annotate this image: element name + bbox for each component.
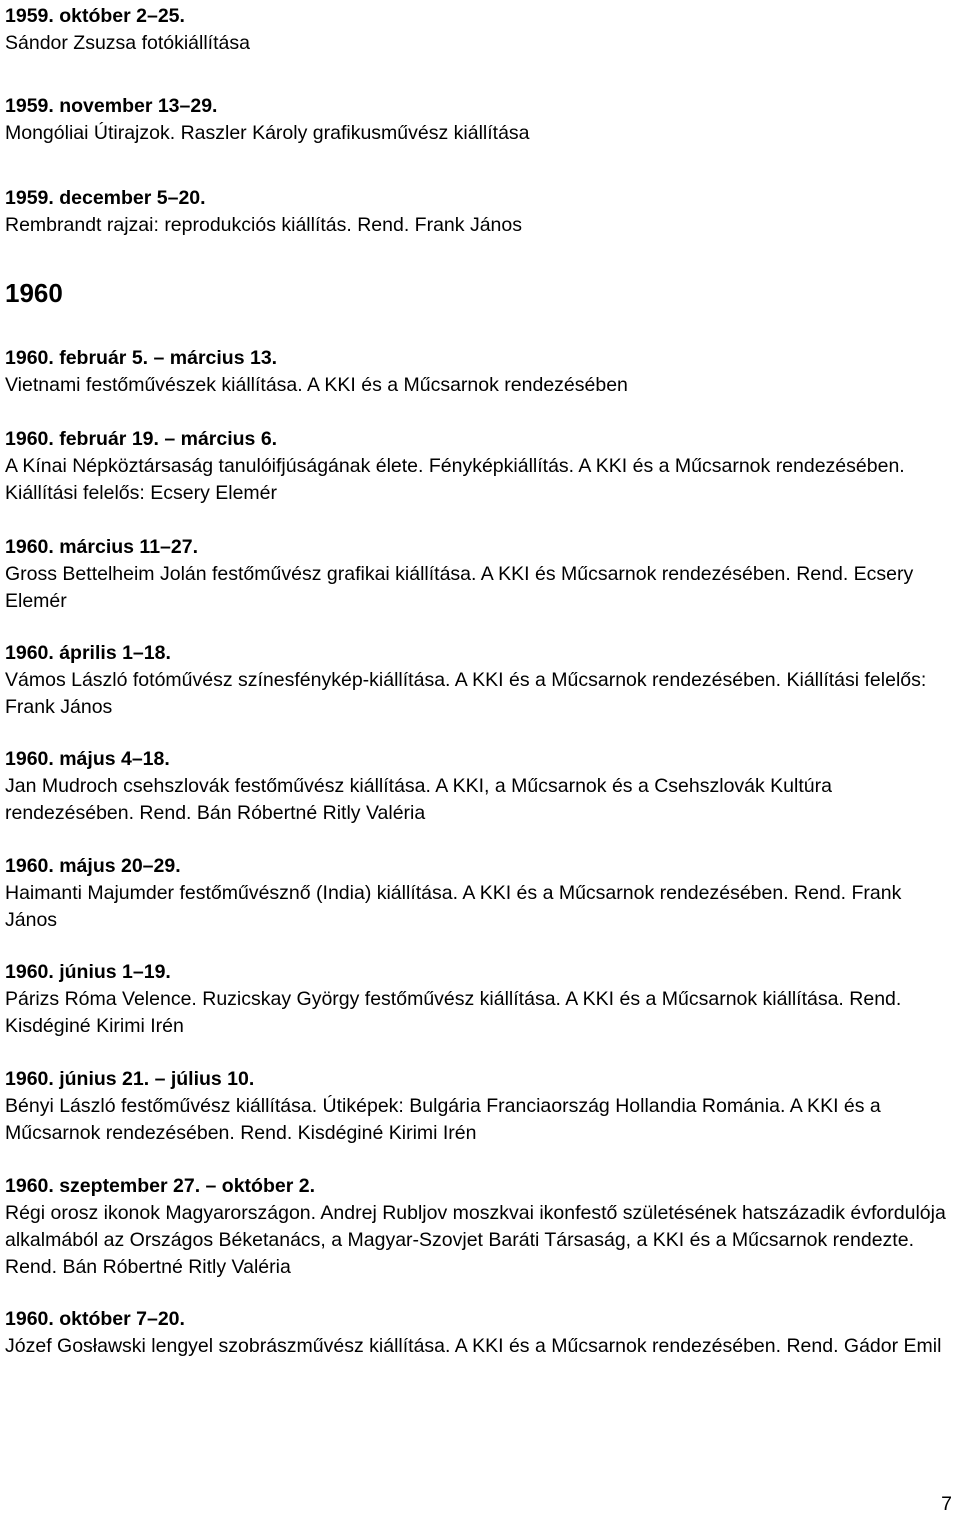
entry-date: 1960. október 7–20.	[5, 1308, 185, 1330]
entry-1960-mar	[5, 534, 957, 615]
entry-1960-jun-21	[5, 1066, 957, 1147]
entry-description: Régi orosz ikonok Magyarországon. Andrej Rubljov moszkvai ikonfestő születésének hatszázadik évfordulója alkalmából az Országos Béketanács, a Magyar-Szovjet Baráti Társaság, a KKI és a Műcsarnok rendezte. Rend. Bán Róbertné Ritly Valéria	[5, 1202, 946, 1278]
entry-date: 1959. október 2–25.	[5, 5, 185, 27]
entry-description: Bényi László festőművész kiállítása. Útiképek: Bulgária Franciaország Hollandia Románia. A KKI és a Műcsarnok rendezésében. Rend. Kisdéginé Kirimi Irén	[5, 1095, 881, 1144]
entry-description: Haimanti Majumder festőművésznő (India) kiállítása. A KKI és a Műcsarnok rendezésében. Rend. Frank János	[5, 882, 902, 931]
entry-date: 1960. február 5. – március 13.	[5, 347, 278, 369]
entry-date: 1960. május 4–18.	[5, 748, 170, 770]
entry-1960-sep	[5, 1173, 957, 1281]
entry-date: 1960. február 19. – március 6.	[5, 428, 278, 450]
entry-date: 1960. március 11–27.	[5, 536, 198, 558]
entry-1960-oct	[5, 1306, 957, 1360]
entry-1960-apr	[5, 640, 957, 721]
entry-date: 1960. május 20–29.	[5, 855, 181, 877]
entry-date: 1960. június 21. – július 10.	[5, 1068, 255, 1090]
entry-1959-dec	[5, 185, 957, 239]
entry-description: Vámos László fotóművész színesfénykép-kiállítása. A KKI és a Műcsarnok rendezésében. Kiállítási felelős: Frank János	[5, 669, 927, 718]
entry-date: 1959. december 5–20.	[5, 187, 206, 209]
entry-1960-feb-mar-6	[5, 426, 957, 507]
entry-date: 1960. június 1–19.	[5, 961, 171, 983]
entry-1959-oct	[5, 3, 957, 57]
entry-description: Gross Bettelheim Jolán festőművész grafikai kiállítása. A KKI és Műcsarnok rendezésében. Rend. Ecsery Elemér	[5, 563, 914, 612]
entry-description: Józef Gosławski lengyel szobrászművész kiállítása. A KKI és a Műcsarnok rendezésében. Rend. Gádor Emil	[5, 1335, 942, 1357]
entry-description: Párizs Róma Velence. Ruzicskay György festőművész kiállítása. A KKI és a Műcsarnok kiállítása. Rend. Kisdéginé Kirimi Irén	[5, 988, 902, 1037]
entry-1960-jun-1	[5, 959, 957, 1040]
entry-description: Jan Mudroch csehszlovák festőművész kiállítása. A KKI, a Műcsarnok és a Csehszlovák Kultúra rendezésében. Rend. Bán Róbertné Ritly Valéria	[5, 775, 832, 824]
entry-description: Vietnami festőművészek kiállítása. A KKI és a Műcsarnok rendezésében	[5, 374, 628, 396]
entry-description: A Kínai Népköztársaság tanulóifjúságának élete. Fényképkiállítás. A KKI és a Műcsarnok rendezésében. Kiállítási felelős: Ecsery Elemér	[5, 455, 905, 504]
entry-date: 1959. november 13–29.	[5, 95, 218, 117]
entry-1959-nov	[5, 93, 957, 147]
entry-date: 1960. április 1–18.	[5, 642, 171, 664]
entry-date: 1960. szeptember 27. – október 2.	[5, 1175, 315, 1197]
page-number: 7	[941, 1493, 952, 1515]
entry-1960-may-20	[5, 853, 957, 934]
entry-description: Mongóliai Útirajzok. Raszler Károly grafikusművész kiállítása	[5, 122, 530, 144]
year-heading: 1960	[5, 278, 63, 308]
entry-description: Rembrandt rajzai: reprodukciós kiállítás. Rend. Frank János	[5, 214, 522, 236]
entry-description: Sándor Zsuzsa fotókiállítása	[5, 32, 250, 54]
entry-1960-may-4	[5, 746, 957, 827]
entry-1960-feb-mar-13	[5, 345, 957, 399]
